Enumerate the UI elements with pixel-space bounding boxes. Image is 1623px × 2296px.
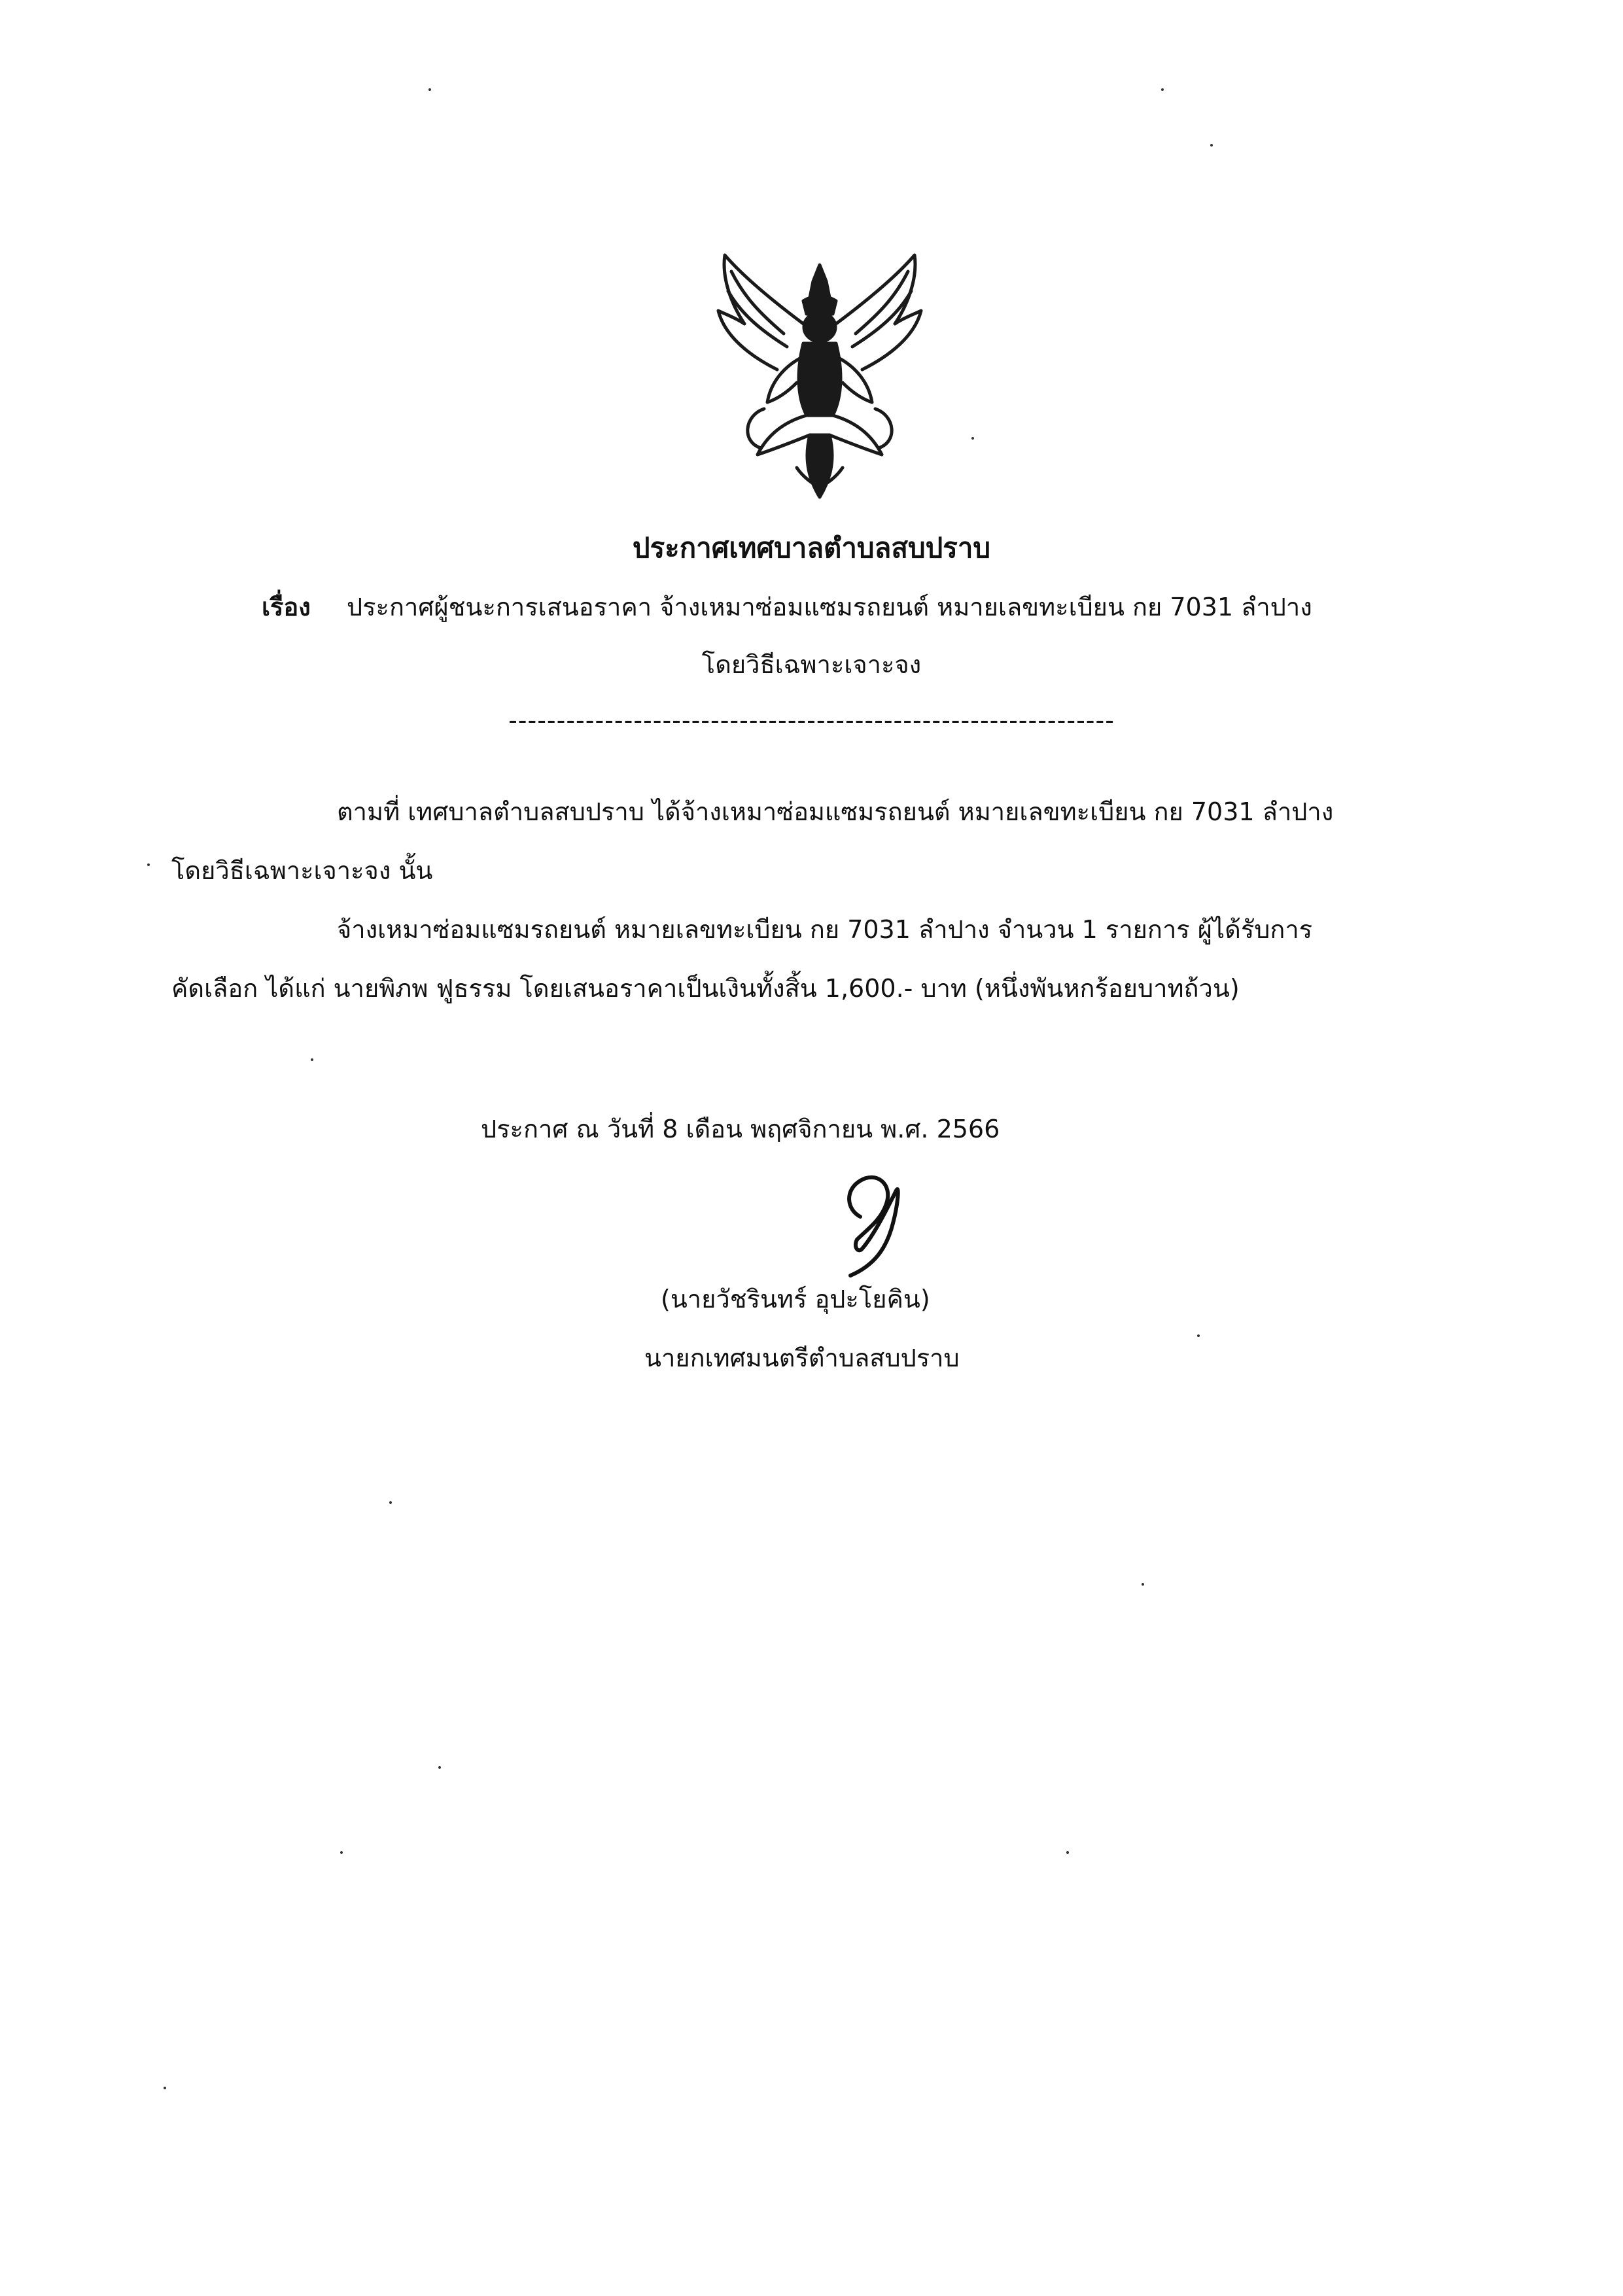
scan-speck [1161, 88, 1164, 91]
document-title: ประกาศเทศบาลตำบลสบปราบ [632, 532, 991, 564]
separator-line: --------------------------------------------------------------- [508, 706, 1115, 735]
scan-speck [311, 1058, 313, 1061]
scan-speck [147, 863, 150, 866]
paragraph-2-line-2: คัดเลือก ได้แก่ นายพิภพ ฟูธรรม โดยเสนอราคาเป็นเงินทั้งสิ้น 1,600.- บาท (หนึ่งพันหกร้อยบาทถ้วน) [171, 974, 1240, 1003]
paragraph-1-line-2: โดยวิธีเฉพาะเจาะจง นั้น [171, 856, 433, 885]
subject-label: เรื่อง [262, 593, 311, 621]
garuda-emblem-icon [705, 252, 934, 507]
signatory-position: นายกเทศมนตรีตำบลสบปราบ [644, 1344, 960, 1372]
scan-speck [1142, 1583, 1144, 1586]
scan-speck [164, 2087, 166, 2089]
scan-speck [1066, 1851, 1069, 1854]
scan-speck [1210, 144, 1213, 147]
signature-icon [821, 1164, 919, 1282]
scan-speck [340, 1851, 343, 1854]
paragraph-2-line-1: จ้างเหมาซ่อมแซมรถยนต์ หมายเลขทะเบียน กย 7031 ลำปาง จำนวน 1 รายการ ผู้ได้รับการ [337, 915, 1313, 944]
paragraph-1-line-1: ตามที่ เทศบาลตำบลสบปราบ ได้จ้างเหมาซ่อมแซมรถยนต์ หมายเลขทะเบียน กย 7031 ลำปาง [337, 797, 1334, 826]
scan-speck [1197, 1334, 1200, 1337]
scan-speck [971, 437, 974, 440]
announcement-date: ประกาศ ณ วันที่ 8 เดือน พฤศจิกายน พ.ศ. 2566 [481, 1115, 1000, 1143]
scan-speck [438, 1766, 441, 1769]
signatory-name: (นายวัชรินทร์ อุปะโยคิน) [661, 1285, 930, 1313]
subject-line-1: ประกาศผู้ชนะการเสนอราคา จ้างเหมาซ่อมแซมรถยนต์ หมายเลขทะเบียน กย 7031 ลำปาง [347, 593, 1312, 621]
scan-speck [389, 1501, 392, 1504]
subject-line-2: โดยวิธีเฉพาะเจาะจง [701, 650, 922, 679]
scan-speck [428, 88, 431, 91]
